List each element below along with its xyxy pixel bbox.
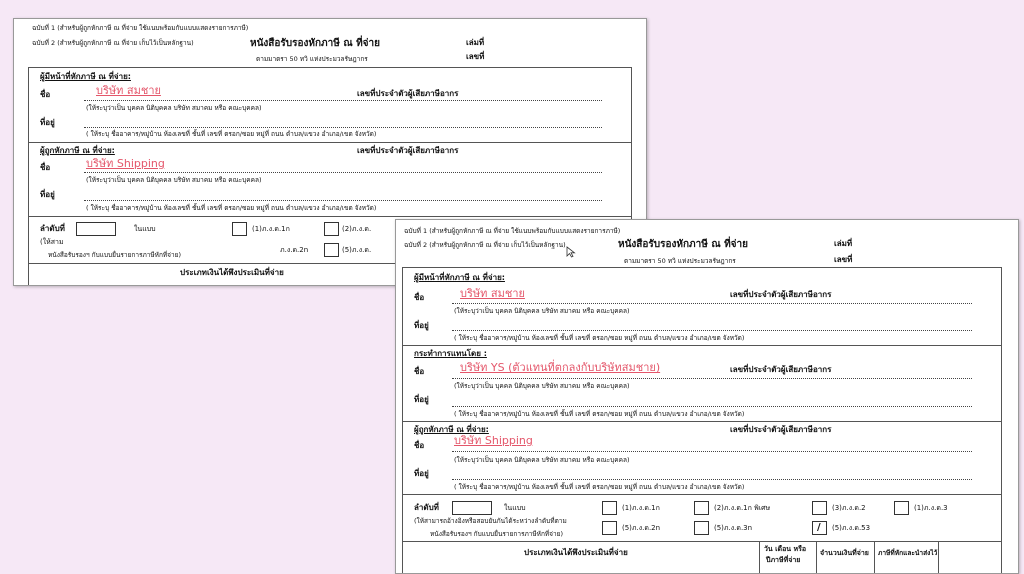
form-option-1k: (1)ภ.ง.ด.1ก [622, 504, 660, 512]
payer-address-hint: ( ให้ระบุ ชื่ออาคาร/หมู่บ้าน ห้องเลขที่ ชั้นที่ เลขที่ ตรอก/ซอย หมู่ที่ ถนน ตำบล/แขวง อำเภอ/เขต จังหวัด) [454, 334, 745, 342]
form-option-2: (2)ภ.ง.ด. [342, 225, 372, 233]
copy-1-note: ฉบับที่ 1 (สำหรับผู้ถูกหักภาษี ณ ที่จ่าย ใช้แนบพร้อมกับแบบแสดงรายการภาษี) [404, 227, 621, 235]
income-type-header: ประเภทเงินได้พึงประเมินที่จ่าย [180, 268, 284, 277]
payee-address-hint: ( ให้ระบุ ชื่ออาคาร/หมู่บ้าน ห้องเลขที่ ชั้นที่ เลขที่ ตรอก/ซอย หมู่ที่ ถนน ตำบล/แขวง อำเภอ/เขต จังหวัด) [454, 483, 745, 491]
book-number-label: เล่มที่ [834, 239, 853, 248]
payee-name-label: ชื่อ [414, 441, 425, 450]
note-bottom: หนังสือรับรองฯ กับแบบยื่นรายการภาษีหักที่จ่าย) [48, 251, 181, 259]
payee-name-value[interactable]: บริษัท Shipping [86, 157, 165, 170]
agent-name-hint: (ให้ระบุว่าเป็น บุคคล นิติบุคคล บริษัท สมาคม หรือ คณะบุคคล) [454, 382, 630, 390]
payee-address-hint: ( ให้ระบุ ชื่ออาคาร/หมู่บ้าน ห้องเลขที่ ชั้นที่ เลขที่ ตรอก/ซอย หมู่ที่ ถนน ตำบล/แขวง อำเภอ/เขต จังหวัด) [86, 204, 377, 212]
agent-name-value[interactable]: บริษัท YS (ตัวแทนที่ตกลงกับบริษัทสมชาย) [460, 361, 661, 374]
tax-withheld-header: ภาษีที่หักและนำส่งไว้ [878, 549, 938, 557]
payer-address-label: ที่อยู่ [40, 118, 55, 127]
form-option-checkbox-2n[interactable] [602, 521, 617, 535]
payee-heading: ผู้ถูกหักภาษี ณ ที่จ่าย: [414, 425, 489, 434]
form-option-checkbox[interactable] [232, 222, 247, 236]
payee-heading: ผู้ถูกหักภาษี ณ ที่จ่าย: [40, 146, 115, 155]
date-header-line2: ปีภาษีที่จ่าย [766, 556, 801, 564]
form-option-checkbox-3n[interactable] [694, 521, 709, 535]
form-option-2n: ภ.ง.ด.2n [280, 246, 309, 254]
form-option-checkbox[interactable] [324, 222, 339, 236]
payer-name-label: ชื่อ [40, 90, 51, 99]
form-option-checkbox[interactable] [324, 243, 339, 257]
document-title: หนังสือรับรองหักภาษี ณ ที่จ่าย [250, 38, 381, 49]
agent-name-label: ชื่อ [414, 367, 425, 376]
form-option-checkbox-2[interactable] [812, 501, 827, 515]
sequence-note-2: หนังสือรับรองฯ กับแบบยื่นรายการภาษีหักที่จ่าย) [430, 530, 563, 538]
payee-address-label: ที่อยู่ [40, 190, 55, 199]
form-option-3n: (5)ภ.ง.ด.3n [714, 524, 753, 532]
payer-address-label: ที่อยู่ [414, 321, 429, 330]
payee-address-label: ที่อยู่ [414, 469, 429, 478]
form-option-checkbox-1k[interactable] [602, 501, 617, 515]
form-option-checkbox-53[interactable] [812, 521, 827, 535]
payer-name-hint: (ให้ระบุว่าเป็น บุคคล นิติบุคคล บริษัท สมาคม หรือ คณะบุคคล) [454, 307, 630, 315]
payee-name-label: ชื่อ [40, 163, 51, 172]
document-number-label: เลขที่ [834, 255, 853, 264]
mouse-cursor-icon [566, 246, 576, 258]
agent-tax-id-label: เลขที่ประจำตัวผู้เสียภาษีอากร [730, 365, 832, 374]
payer-heading: ผู้มีหน้าที่หักภาษี ณ ที่จ่าย: [414, 273, 505, 282]
form-label: ในแบบ [134, 225, 156, 233]
document-number-label: เลขที่ [466, 52, 485, 61]
payee-name-hint: (ให้ระบุว่าเป็น บุคคล นิติบุคคล บริษัท สมาคม หรือ คณะบุคคล) [454, 456, 630, 464]
form-option-5: (5)ภ.ง.ด. [342, 246, 372, 254]
copy-1-note: ฉบับที่ 1 (สำหรับผู้ถูกหักภาษี ณ ที่จ่าย ใช้แนบพร้อมกับแบบแสดงรายการภาษี) [32, 24, 249, 32]
document-title: หนังสือรับรองหักภาษี ณ ที่จ่าย [618, 239, 749, 250]
payee-name-value[interactable]: บริษัท Shipping [454, 434, 533, 447]
income-type-header: ประเภทเงินได้พึงประเมินที่จ่าย [524, 548, 628, 557]
payee-tax-id-label: เลขที่ประจำตัวผู้เสียภาษีอากร [730, 425, 832, 434]
payer-name-value[interactable]: บริษัท สมชาย [460, 287, 525, 300]
sequence-note-1: (ให้สามารถอ้างอิงหรือสอบยันกันได้ระหว่างลำดับที่ตาม [414, 517, 567, 525]
form-label: ในแบบ [504, 504, 526, 512]
copy-2-note: ฉบับที่ 2 (สำหรับผู้ถูกหักภาษี ณ ที่จ่าย เก็บไว้เป็นหลักฐาน) [32, 39, 194, 47]
document-subtitle: ตามมาตรา 50 ทวิ แห่งประมวลรัษฎากร [256, 55, 368, 63]
form-option-1k: (1)ภ.ง.ด.1ก [252, 225, 290, 233]
form-option-53: (5)ภ.ง.ด.53 [832, 524, 871, 532]
sequence-number-field[interactable] [76, 222, 116, 236]
payer-name-hint: (ให้ระบุว่าเป็น บุคคล นิติบุคคล บริษัท สมาคม หรือ คณะบุคคล) [86, 104, 262, 112]
sequence-label: ลำดับที่ [414, 503, 439, 512]
agent-address-label: ที่อยู่ [414, 395, 429, 404]
form-option-checkbox-3[interactable] [894, 501, 909, 515]
payer-heading: ผู้มีหน้าที่หักภาษี ณ ที่จ่าย: [40, 72, 131, 81]
checked-mark: / [817, 522, 821, 533]
certificate-document-front [395, 219, 1019, 574]
note-left: (ให้สาม [40, 238, 64, 246]
payee-name-hint: (ให้ระบุว่าเป็น บุคคล นิติบุคคล บริษัท สมาคม หรือ คณะบุคคล) [86, 176, 262, 184]
sequence-label: ลำดับที่ [40, 224, 65, 233]
form-option-3: (1)ภ.ง.ด.3 [914, 504, 948, 512]
sequence-number-field[interactable] [452, 501, 492, 515]
payer-tax-id-label: เลขที่ประจำตัวผู้เสียภาษีอากร [357, 89, 459, 98]
payer-address-hint: ( ให้ระบุ ชื่ออาคาร/หมู่บ้าน ห้องเลขที่ ชั้นที่ เลขที่ ตรอก/ซอย หมู่ที่ ถนน ตำบล/แขวง อำเภอ/เขต จังหวัด) [86, 130, 377, 138]
payer-name-label: ชื่อ [414, 293, 425, 302]
agent-address-hint: ( ให้ระบุ ชื่ออาคาร/หมู่บ้าน ห้องเลขที่ ชั้นที่ เลขที่ ตรอก/ซอย หมู่ที่ ถนน ตำบล/แขวง อำเภอ/เขต จังหวัด) [454, 410, 745, 418]
form-option-2: (3)ภ.ง.ด.2 [832, 504, 866, 512]
form-option-checkbox-1k-special[interactable] [694, 501, 709, 515]
document-subtitle: ตามมาตรา 50 ทวิ แห่งประมวลรัษฎากร [624, 257, 736, 265]
payer-name-value[interactable]: บริษัท สมชาย [96, 84, 161, 97]
payer-tax-id-label: เลขที่ประจำตัวผู้เสียภาษีอากร [730, 290, 832, 299]
form-option-2n: (5)ภ.ง.ด.2n [622, 524, 661, 532]
date-header-line1: วัน เดือน หรือ [764, 545, 807, 553]
agent-heading: กระทำการแทนโดย : [414, 349, 487, 358]
payee-tax-id-label: เลขที่ประจำตัวผู้เสียภาษีอากร [357, 146, 459, 155]
amount-header: จำนวนเงินที่จ่าย [820, 549, 869, 557]
copy-2-note: ฉบับที่ 2 (สำหรับผู้ถูกหักภาษี ณ ที่จ่าย เก็บไว้เป็นหลักฐาน) [404, 241, 566, 249]
form-option-1k-special: (2)ภ.ง.ด.1ก พิเศษ [714, 504, 771, 512]
book-number-label: เล่มที่ [466, 38, 485, 47]
